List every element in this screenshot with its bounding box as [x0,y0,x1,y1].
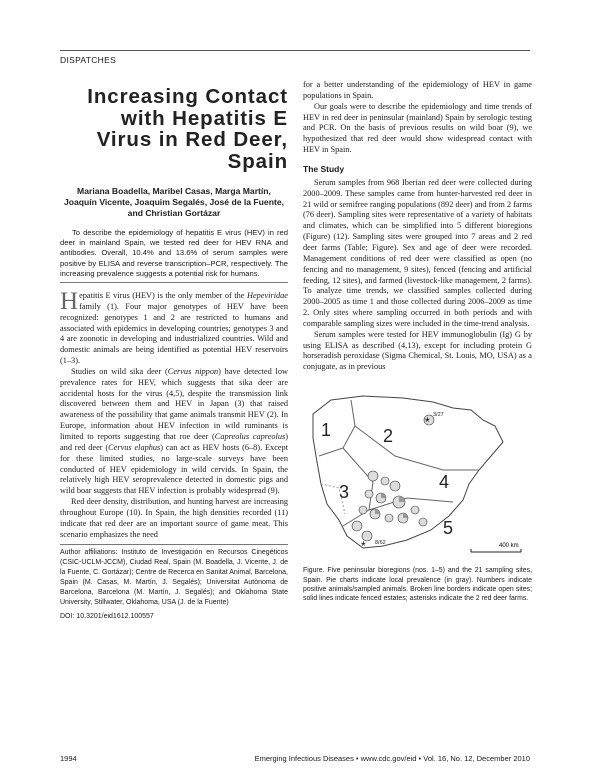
pie-slice [403,513,408,518]
goals-paragraph: Our goals were to describe the epidemiology and time trends of HEV in red deer in peninsular (mainland) Spain by serologic testing and PCR. On the basis of previous results on wild boar (9), we hypothesized that red deer would show widespread contact with HEV in Spain. [303,101,532,155]
continued-paragraph: for a better understanding of the epidemiology of HEV in game populations in Spain. [303,80,532,100]
deer-studies-paragraph: Studies on wild sika deer (Cervus nippon) have detected low prevalence rates for HEV, which suggests that sika deer are accidental hosts for the virus (4,5), despite the transmission link discovered between them and HEV in Japan (3) that raised awareness of the possibility that game animals transmit HEV (2). In Europe, information about HEV infection in wild ruminants is limited to reports suggesting that roe deer (Capreolus capreolus) and red deer (Cervus elaphus) can act as HEV hosts (6–8). Except for these limited studies, no large-scale surveys have been conducted of HEV epidemiology in wild cervids. In Spain, the relatively high HEV seroprevalence detected in domestic pigs and wild boar suggests that HEV infection is probably widespread (9). [60,366,289,496]
author-list: Mariana Boadella, Maribel Casas, Marga Martín, Joaquín Vicente, Joaquim Segalés, José de la Fuente, and Christian Gortázar [63,186,284,218]
site-pie [385,514,393,522]
site-label: 8/62 [375,540,386,547]
header-rule [60,50,530,51]
site-pie [381,477,389,485]
page-number: 1994 [60,754,77,763]
abstract: To describe the epidemiology of hepatitis E virus (HEV) in red deer in mainland Spain, we tested red deer for HEV RNA and antibodies. Overall, 10.4% and 13.6% of serum samples were positive by ELISA and reverse transcription–PCR, respectively. The increasing prevalence suggests a potential risk for humans. [60,228,288,283]
site-pie [359,506,367,514]
site-pie [419,518,427,526]
study-heading: The Study [303,163,345,174]
farm-asterisk: * [425,415,430,430]
site-label: 3/27 [433,412,444,419]
bioregion-map-figure [303,386,532,561]
peninsula-outline [313,396,503,548]
site-pie [365,490,373,498]
farm-asterisk: * [361,539,366,554]
density-paragraph: Red deer density, distribution, and hunting harvest are increasing throughout Europe (10). In Spain, the high densities recorded (11) indicate that red deer are an important source of game meat. This scenario emphasizes the need [60,497,288,539]
region-label-5: 5 [443,518,454,539]
pie-slice [381,493,386,498]
pie-slice [375,509,380,514]
site-pie [352,521,362,531]
author-affiliations: Author affiliations: Instituto de Investigación en Recursos Cinegéticos (CSIC-UCLM-JCCM), Ciudad Real, Spain (M. Boadella, J. Vicente, J. de la Fuente, C. Gortázar); Centre de Recerca en Sanitat Animal, Barcelona, Spain (M. Casas, M. Martín, J. Segalés); Universitat Autònoma de Barcelona, Barcelona (M. Martín, J. Segalés); and Oklahoma State University, Stillwater, Oklahoma, USA (J. de la Fuente) [60,544,288,608]
bioregion-map [303,386,532,561]
scale-label: 400 km [499,543,519,550]
figure-caption: Figure. Five peninsular bioregions (nos. 1–5) and the 21 sampling sites, Spain. Pie charts indicate local prevalence (in gray). Numbers indicate positive animals/sampled animals. Broken line borders indicate open sites; solid lines indicate fenced estates; asterisks indicate the 2 red deer farms. [303,567,532,603]
region-label-4: 4 [439,472,450,493]
left-column [60,86,288,620]
site-pie [390,481,400,491]
doi: DOI: 10.3201/eid1612.100557 [60,613,154,621]
article-title: Increasing Contact with Hepatitis E Virus in Red Deer, Spain [87,85,288,173]
region-label-1: 1 [321,420,332,441]
intro-paragraph: Hepatitis E virus (HEV) is the only member of the Hepeviridae family (1). Four major genotypes of HEV have been recognized: genotypes 1 and 2 are restricted to humans and associated with epidemics in developing countries; genotypes 3 and 4 are zoonotic in developing and industrialized countries. Wild and domestic animals are being identified as potential HEV reservoirs (1–3). [60,288,288,366]
samples-paragraph: Serum samples from 968 Iberian red deer were collected during 2000–2009. These samples came from hunter-harvested red deer in 21 wild or semifree ranging populations (892 deer) and from 2 farms (76 deer). Sampling sites were representative of a variety of habitats and climates, which can be simplified into 5 different bioregions (Figure) (12). Sampling sites were grouped into 7 areas and 2 red deer farms (Table; Figure). Sex and age of deer were recorded. Management conditions of red deer were classified as open (no fencing and no management, 9 sites), fenced (fencing and artificial feeding, 12 sites), and farmed (livestock-like management, 2 farms). To analyze time trends, we classified samples collected during 2000–2005 as time 1 and those collected during 2006–2009 as time 2. Only sites where sampling occurred in both periods and with comparable sampling sizes were included in the time-trend analysis. [303,177,532,328]
site-pie [411,506,419,514]
region-label-2: 2 [383,426,394,447]
right-column [303,80,532,604]
serum-paragraph: Serum samples were tested for HEV immunoglobulin (Ig) G by using ELISA as described (4,13), except for including protein G horseradish peroxidase (Sigma Chemical, St. Louis, MO, USA) as a conjugate, as in previous [303,329,532,372]
journal-citation: Emerging Infectious Diseases • www.cdc.gov/eid • Vol. 16, No. 12, December 2010 [254,754,530,763]
pie-slice [399,496,405,502]
region-label-3: 3 [339,482,350,503]
region-border-2-4 [355,426,479,470]
section-label: DISPATCHES [60,55,117,65]
left-body [60,288,289,540]
site-pie [368,471,378,481]
drop-cap: H [60,288,79,316]
